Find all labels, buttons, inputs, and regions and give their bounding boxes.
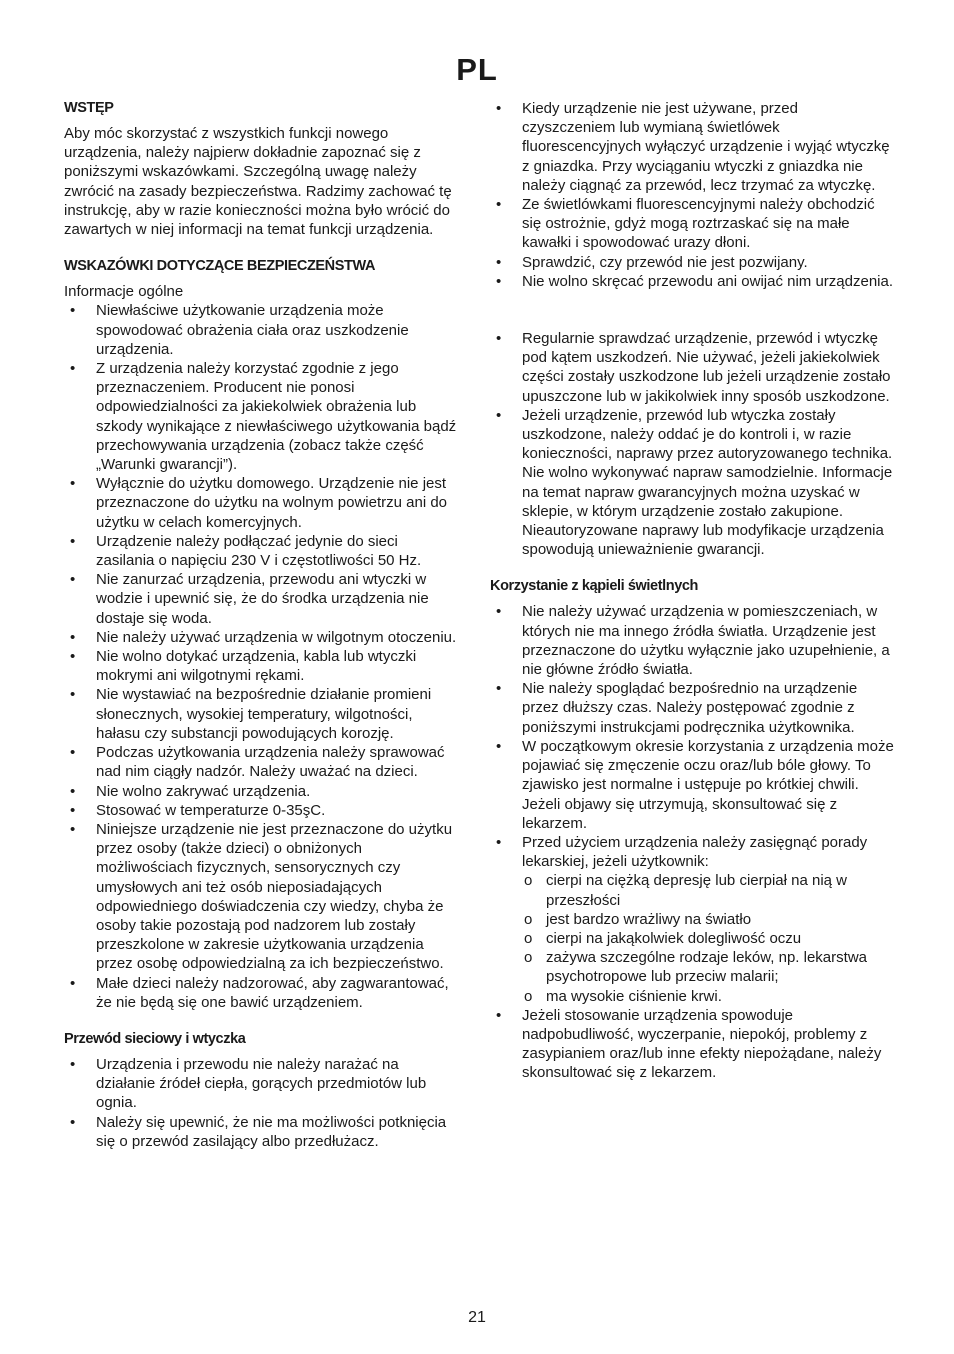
repairs-list [490,329,895,559]
sub-list-item: o jest bardzo wrażliwy na światło [490,910,895,929]
intro-heading: WSTĘP [64,100,114,116]
light-list [490,602,895,871]
safety-heading: WSKAZÓWKI DOTYCZĄCE BEZPIECZEŃSTWA [64,258,376,275]
safety-subheading: Informacje ogólne [64,283,184,301]
list-item: • Nie należy spoglądać bezpośrednio na urządzenie przez dłuższy czas. Należy postępować zgodnie z poniższymi instrukcjami podręcznika użytkownika. [490,679,895,737]
left-column [64,99,459,1151]
list-item: • Nie wolno dotykać urządzenia, kabla lub wtyczki mokrymi ani wilgotnymi rękami. [64,647,459,685]
safety-list [64,301,459,1012]
light-list-final [490,1006,895,1083]
list-item: • Niniejsze urządzenie nie jest przeznaczone do użytku przez osoby (także dzieci) o obniżonych możliwościach fizycznych, sensorycznych czy umysłowych ani też osób nieposiadających odpowiedniego doświadczenia czy wiedzy, chyba że osoby takie pozostają pod nadzorem lub zostały przeszkolone w zakresie użytkowania urządzenia przez osobę odpowiedzialną za ich bezpieczeństwo. [64,820,459,974]
list-item: • Nie wystawiać na bezpośrednie działanie promieni słonecznych, wysokiej temperatury, wilgotności, hałasu czy substancji powodujących korozję. [64,685,459,743]
sub-list-item: o cierpi na jakąkolwiek dolegliwość oczu [490,929,895,948]
list-item: • W początkowym okresie korzystania z urządzenia może pojawiać się zmęczenie oczu oraz/lub bóle głowy. To zjawisko jest normalne i ustępuje po krótkiej chwili. Jeżeli objawy się utrzymują, skonsultować się z lekarzem. [490,737,895,833]
list-item: • Nie wolno skręcać przewodu ani owijać nim urządzenia. [490,272,895,291]
list-item: • Kiedy urządzenie nie jest używane, przed czyszczeniem lub wymianą świetlówek fluorescencyjnych wyłączyć urządzenie i wyjąć wtyczkę z gniazdka. Przy wyciąganiu wtyczki z gniazdka nie należy ciągnąć za przewód, lecz trzymać za wtyczkę. [490,99,895,195]
list-item: • Nie wolno zakrywać urządzenia. [64,782,459,801]
list-item: • Sprawdzić, czy przewód nie jest pozwijany. [490,253,895,272]
light-heading: Korzystanie z kąpieli świetlnych [490,578,698,595]
sub-list-item: o zażywa szczególne rodzaje leków, np. lekarstwa psychotropowe lub przeciw malarii; [490,948,895,986]
list-item: • Jeżeli urządzenie, przewód lub wtyczka zostały uszkodzone, należy oddać je do kontroli i, w razie konieczności, naprawy przez autoryzowanego technika. Nie wolno wykonywać napraw samodzielnie. Informacje na temat napraw gwarancyjnych można uzyskać w sklepie, w którym urządzenie zostało zakupione. Nieautoryzowane naprawy lub modyfikacje urządzenia spowodują unieważnienie gwarancji. [490,406,895,560]
page-number: 21 [468,1309,486,1326]
cord-heading: Przewód sieciowy i wtyczka [64,1030,246,1047]
right-column [490,99,895,1083]
list-item: • Należy się upewnić, że nie ma możliwości potknięcia się o przewód zasilający albo przedłużacz. [64,1113,459,1151]
list-item: • Urządzenie należy podłączać jedynie do sieci zasilania o napięciu 230 V i częstotliwości 50 Hz. [64,532,459,570]
list-item: • Nie zanurzać urządzenia, przewodu ani wtyczki w wodzie i upewnić się, że do środka urządzenia nie dostaje się woda. [64,570,459,628]
list-item: • Wyłącznie do użytku domowego. Urządzenie nie jest przeznaczone do użytku na wolnym powietrzu ani do użytku w celach komercyjnych. [64,474,459,532]
list-item: • Nie należy używać urządzenia w pomieszczeniach, w których nie ma innego źródła światła. Urządzenie jest przeznaczone do użytku wyłącznie jako uzupełnienie, a nie główne źródło światła. [490,602,895,679]
list-item: • Jeżeli stosowanie urządzenia spowoduje nadpobudliwość, wyczerpanie, niepokój, problemy z zasypianiem oraz/lub inne efekty niepożądane, należy skonsultować się z lekarzem. [490,1006,895,1083]
intro-text: Aby móc skorzystać z wszystkich funkcji nowego urządzenia, należy najpierw dokładnie zapoznać się z poniższymi wskazówkami. Szczególną uwagę należy zwrócić na zasady bezpieczeństwa. Radzimy zachować tę instrukcję, aby w razie konieczności można było wrócić do zawartych w niej informacji na temat funkcji urządzenia. [64,125,452,239]
sub-list-item: o cierpi na ciężką depresję lub cierpiał na nią w przeszłości [490,871,895,909]
sub-list-item: o ma wysokie ciśnienie krwi. [490,987,895,1006]
list-item: • Stosować w temperaturze 0-35şC. [64,801,459,820]
list-item: • Ze świetlówkami fluorescencyjnymi należy obchodzić się ostrożnie, gdyż mogą roztrzaskać się na małe kawałki i spowodować urazy dłoni. [490,195,895,253]
list-item: • Niewłaściwe użytkowanie urządzenia może spowodować obrażenia ciała oraz uszkodzenie urządzenia. [64,301,459,359]
language-heading: PL [456,52,498,87]
list-item: • Małe dzieci należy nadzorować, aby zagwarantować, że nie będą się one bawić urządzeniem. [64,974,459,1012]
list-item: • Przed użyciem urządzenia należy zasięgnąć porady lekarskiej, jeżeli użytkownik: [490,833,895,871]
list-item: • Z urządzenia należy korzystać zgodnie z jego przeznaczeniem. Producent nie ponosi odpowiedzialności za jakiekolwiek obrażenia lub szkody wynikające z niewłaściwego użytkowania bądź przechowywania urządzenia (zobacz także część „Warunki gwarancji”). [64,359,459,474]
list-item: • Podczas użytkowania urządzenia należy sprawować nad nim ciągły nadzór. Należy uważać na dzieci. [64,743,459,781]
list-item: • Nie należy używać urządzenia w wilgotnym otoczeniu. [64,628,459,647]
list-item: • Regularnie sprawdzać urządzenie, przewód i wtyczkę pod kątem uszkodzeń. Nie używać, jeżeli jakiekolwiek części zostały uszkodzone lub jeżeli urządzenie zostało upuszczone lub w jakikolwiek inny sposób uszkodzone. [490,329,895,406]
cord-list [64,1055,459,1151]
cord-list-continued [490,99,895,291]
light-sublist [490,871,895,1005]
list-item: • Urządzenia i przewodu nie należy narażać na działanie źródeł ciepła, gorących przedmiotów lub ognia. [64,1055,459,1113]
